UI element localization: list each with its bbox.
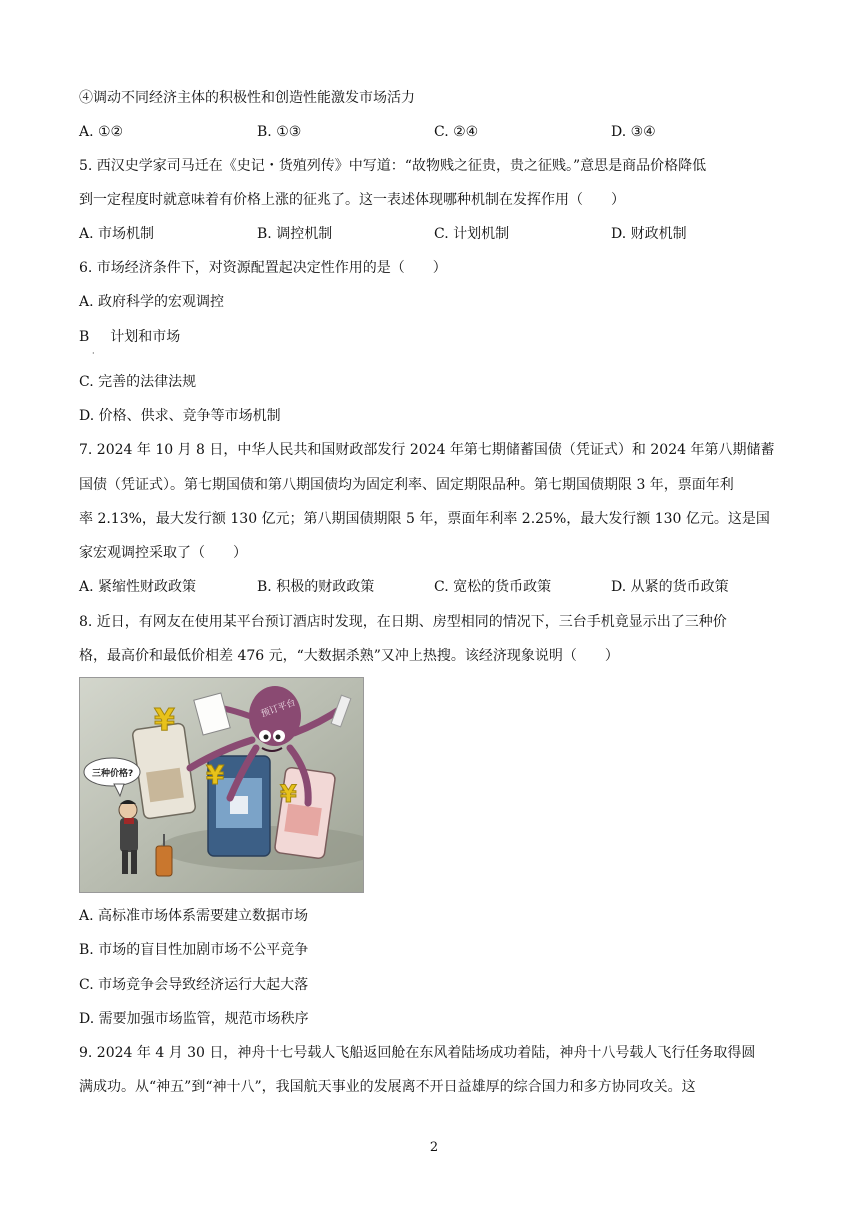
q8-option-b[interactable]: B. 市场的盲目性加剧市场不公平竞争 [79, 942, 309, 958]
yen-symbol-middle: ¥ [206, 761, 225, 791]
q5-stem-line1: 5. 西汉史学家司马迁在《史记・货殖列传》中写道：“故物贱之征贵，贵之征贱。”意思是商品价格降低 [79, 158, 707, 174]
q6-option-d[interactable]: D. 价格、供求、竞争等市场机制 [79, 408, 281, 424]
q7-option-a[interactable]: A. 紧缩性财政政策 [79, 579, 197, 595]
yen-symbol-left: ¥ [154, 703, 175, 738]
q7-stem-line4: 家宏观调控采取了（ ） [79, 545, 247, 561]
q9-stem-line2: 满成功。从“神五”到“神十八”，我国航天事业的发展离不开日益雄厚的综合国力和多方协同攻关。这 [79, 1079, 696, 1095]
q5-option-d[interactable]: D. 财政机制 [611, 226, 687, 242]
q7-option-d[interactable]: D. 从紧的货币政策 [611, 579, 729, 595]
q4-option-d[interactable]: D. ③④ [611, 124, 656, 140]
q7-option-b[interactable]: B. 积极的财政政策 [257, 579, 375, 595]
q8-option-d[interactable]: D. 需要加强市场监管，规范市场秩序 [79, 1011, 309, 1027]
speech-bubble-text: 三种价格? [92, 769, 134, 779]
q8-option-a[interactable]: A. 高标准市场体系需要建立数据市场 [79, 908, 309, 924]
q4-option-c[interactable]: C. ②④ [434, 124, 479, 140]
q8-stem-line2: 格，最高价和最低价相差 476 元，“大数据杀熟”又冲上热搜。该经济现象说明（ ） [79, 648, 619, 664]
q4-option-b[interactable]: B. ①③ [257, 124, 302, 140]
q6-stem: 6. 市场经济条件下，对资源配置起决定性作用的是（ ） [79, 260, 447, 276]
q5-stem-line2: 到一定程度时就意味着有价格上涨的征兆了。这一表述体现哪种机制在发挥作用（ ） [79, 192, 625, 208]
q8-cartoon [79, 677, 364, 893]
q5-option-b[interactable]: B. 调控机制 [257, 226, 333, 242]
q7-stem-line1: 7. 2024 年 10 月 8 日，中华人民共和国财政部发行 2024 年第七期储蓄国债（凭证式）和 2024 年第八期储蓄 [79, 442, 775, 458]
q8-option-c[interactable]: C. 市场竞争会导致经济运行大起大落 [79, 977, 309, 993]
q6-option-b[interactable] [79, 328, 180, 346]
octopus-label: 预订平台 [259, 697, 298, 720]
q8-stem-line1: 8. 近日，有网友在使用某平台预订酒店时发现，在日期、房型相同的情况下，三台手机竟显示出了三种价 [79, 614, 727, 630]
cartoon-illustration [80, 678, 364, 893]
q6-option-b-letter: B [79, 329, 90, 345]
q7-option-c[interactable]: C. 宽松的货币政策 [434, 579, 552, 595]
q5-options [79, 225, 779, 243]
q7-stem-line3: 率 2.13%，最大发行额 130 亿元；第八期国债期限 5 年，票面年利率 2.25%，最大发行额 130 亿元。这是国 [79, 511, 770, 527]
q7-options [79, 578, 779, 596]
q6-option-a[interactable]: A. 政府科学的宏观调控 [79, 294, 225, 310]
q9-stem-line1: 9. 2024 年 4 月 30 日，神舟十七号载人飞船返回舱在东风着陆场成功着陆，神舟十八号载人飞行任务取得圆 [79, 1045, 756, 1061]
page-number: 2 [429, 1140, 439, 1155]
q5-option-a[interactable]: A. 市场机制 [79, 226, 155, 242]
q4-options [79, 123, 779, 141]
yen-symbol-right: ¥ [280, 780, 297, 808]
q6-option-c[interactable]: C. 完善的法律法规 [79, 374, 197, 390]
q4-item4: ④调动不同经济主体的积极性和创造性能激发市场活力 [79, 90, 415, 106]
q4-option-a[interactable]: A. ①② [79, 124, 124, 140]
stray-dot: · [92, 349, 95, 358]
q6-option-b-text: 计划和市场 [110, 329, 181, 345]
q7-stem-line2: 国债（凭证式）。第七期国债和第八期国债均为固定利率、固定期限品种。第七期国债期限 3 年，票面年利 [79, 477, 734, 493]
q5-option-c[interactable]: C. 计划机制 [434, 226, 510, 242]
